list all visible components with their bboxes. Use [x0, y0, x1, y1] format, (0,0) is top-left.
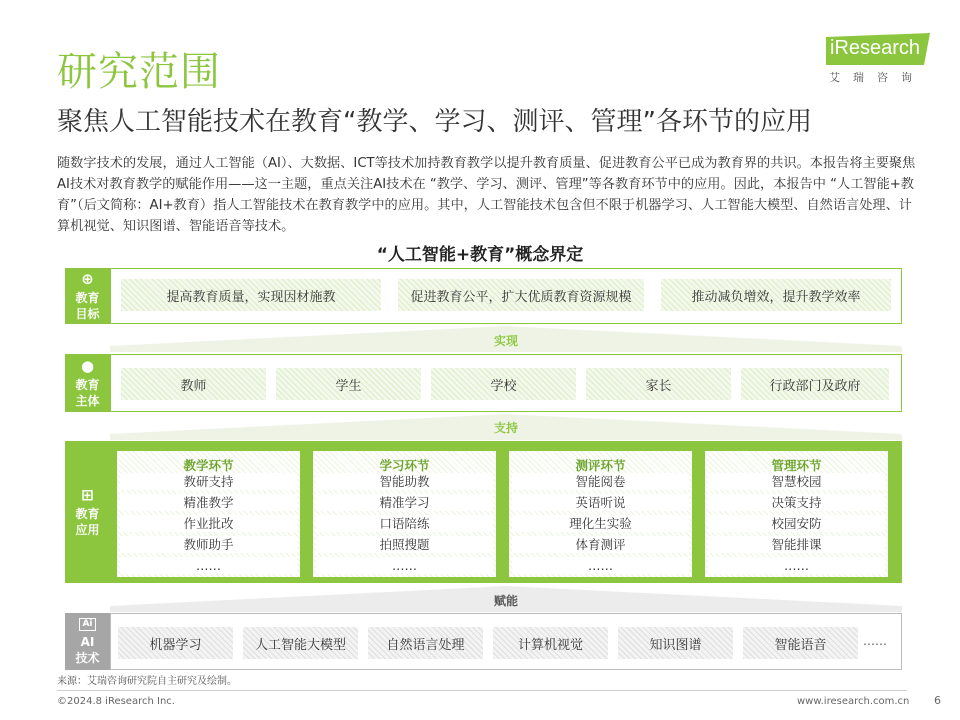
application-side-label: ⊞ 教育 应用 [65, 441, 110, 583]
diagram-title: “人工智能+教育”概念界定 [376, 245, 584, 265]
column-head: 学习环节 [379, 458, 430, 473]
tech-row [110, 613, 902, 670]
iresearch-logo [826, 33, 936, 85]
column-item: …… [120, 557, 297, 574]
column-item: 拍照搜题 [316, 536, 493, 553]
column-item: 理化生实验 [512, 515, 689, 532]
tech-more: …… [863, 634, 887, 648]
goal-row [110, 268, 902, 324]
column-head: 测评环节 [575, 458, 626, 473]
tech-item: 人工智能大模型 [243, 627, 358, 659]
column-item: 智能排课 [708, 536, 885, 553]
column-head: 教学环节 [183, 458, 234, 473]
application-column [313, 451, 496, 577]
tech-item: 计算机视觉 [493, 627, 608, 659]
goal-item: 推动减负增效，提升教学效率 [661, 279, 891, 311]
tech-side-label: Ai AI 技术 [65, 613, 110, 670]
person-icon: ● [80, 356, 95, 375]
subject-item: 家长 [586, 368, 731, 400]
application-column [117, 451, 300, 577]
column-item: 作业批改 [120, 515, 297, 532]
connector-realize [110, 326, 902, 352]
subject-item: 学校 [431, 368, 576, 400]
column-item: 决策支持 [708, 494, 885, 511]
column-item: …… [316, 557, 493, 574]
column-item: 智慧校园 [708, 473, 885, 490]
subject-side-label: ● 教育 主体 [65, 354, 110, 412]
subject-row [110, 354, 902, 412]
goal-item: 提高教育质量，实现因材施教 [121, 279, 381, 311]
target-icon: ⊕ [81, 269, 94, 288]
column-head: 管理环节 [771, 458, 822, 473]
column-item: …… [708, 557, 885, 574]
column-item: 智能阅卷 [512, 473, 689, 490]
column-item: 校园安防 [708, 515, 885, 532]
tech-item: 知识图谱 [618, 627, 733, 659]
column-item: …… [512, 557, 689, 574]
connector-label: 支持 [493, 421, 518, 435]
tech-item: 机器学习 [118, 627, 233, 659]
copyright: ©2024.8 iResearch Inc. [57, 696, 175, 707]
tech-item: 自然语言处理 [368, 627, 483, 659]
goal-item: 促进教育公平，扩大优质教育资源规模 [398, 279, 644, 311]
grid-icon: ⊞ [81, 485, 94, 504]
column-item: 口语陪练 [316, 515, 493, 532]
column-item: 精准教学 [120, 494, 297, 511]
website-link[interactable]: www.iresearch.com.cn [797, 696, 910, 707]
intro-paragraph: 随数字技术的发展，通过人工智能（AI）、大数据、ICT等技术加持教育教学以提升教育质量、促进教育公平已成为教育界的共识。本报告将主要聚焦AI技术对教育教学的赋能作用——这一主题，重点关注AI技术在 “教学、学习、测评、管理”等各教育环节中的应用。因此，本报告中 “人工智能+教育”（后文简称：AI+教育）指人工智能技术在教育教学中的应用。其中，人工智能技术包含但不限于机器学习、人工智能大模型、自然语言处理、计算机视觉、知识图谱、智能语音等技术。 [57, 156, 916, 234]
subject-item: 行政部门及政府 [741, 368, 889, 400]
footer-divider [57, 690, 907, 691]
column-item: 精准学习 [316, 494, 493, 511]
page-title: 研究范围 [57, 49, 221, 95]
column-item: 体育测评 [512, 536, 689, 553]
page-subtitle: 聚焦人工智能技术在教育“教学、学习、测评、管理”各环节的应用 [57, 107, 812, 137]
connector-label: 实现 [493, 334, 518, 348]
connector-empower [110, 586, 902, 612]
source-note: 来源：艾瑞咨询研究院自主研究及绘制。 [57, 676, 237, 687]
ai-chip-icon: Ai [79, 618, 95, 631]
subject-item: 学生 [276, 368, 421, 400]
goal-side-label: ⊕ 教育 目标 [65, 268, 110, 324]
subject-item: 教师 [121, 368, 266, 400]
connector-support [110, 414, 902, 440]
application-column [705, 451, 888, 577]
column-item: 教研支持 [120, 473, 297, 490]
logo-brand-text: iResearch [830, 37, 921, 59]
column-item: 英语听说 [512, 494, 689, 511]
connector-label: 赋能 [493, 594, 518, 608]
application-column [509, 451, 692, 577]
column-item: 教师助手 [120, 536, 297, 553]
tech-item: 智能语音 [743, 627, 858, 659]
logo-cn-text: 艾瑞咨询 [829, 71, 925, 84]
column-item: 智能助教 [316, 473, 493, 490]
page-number: 6 [934, 694, 941, 707]
